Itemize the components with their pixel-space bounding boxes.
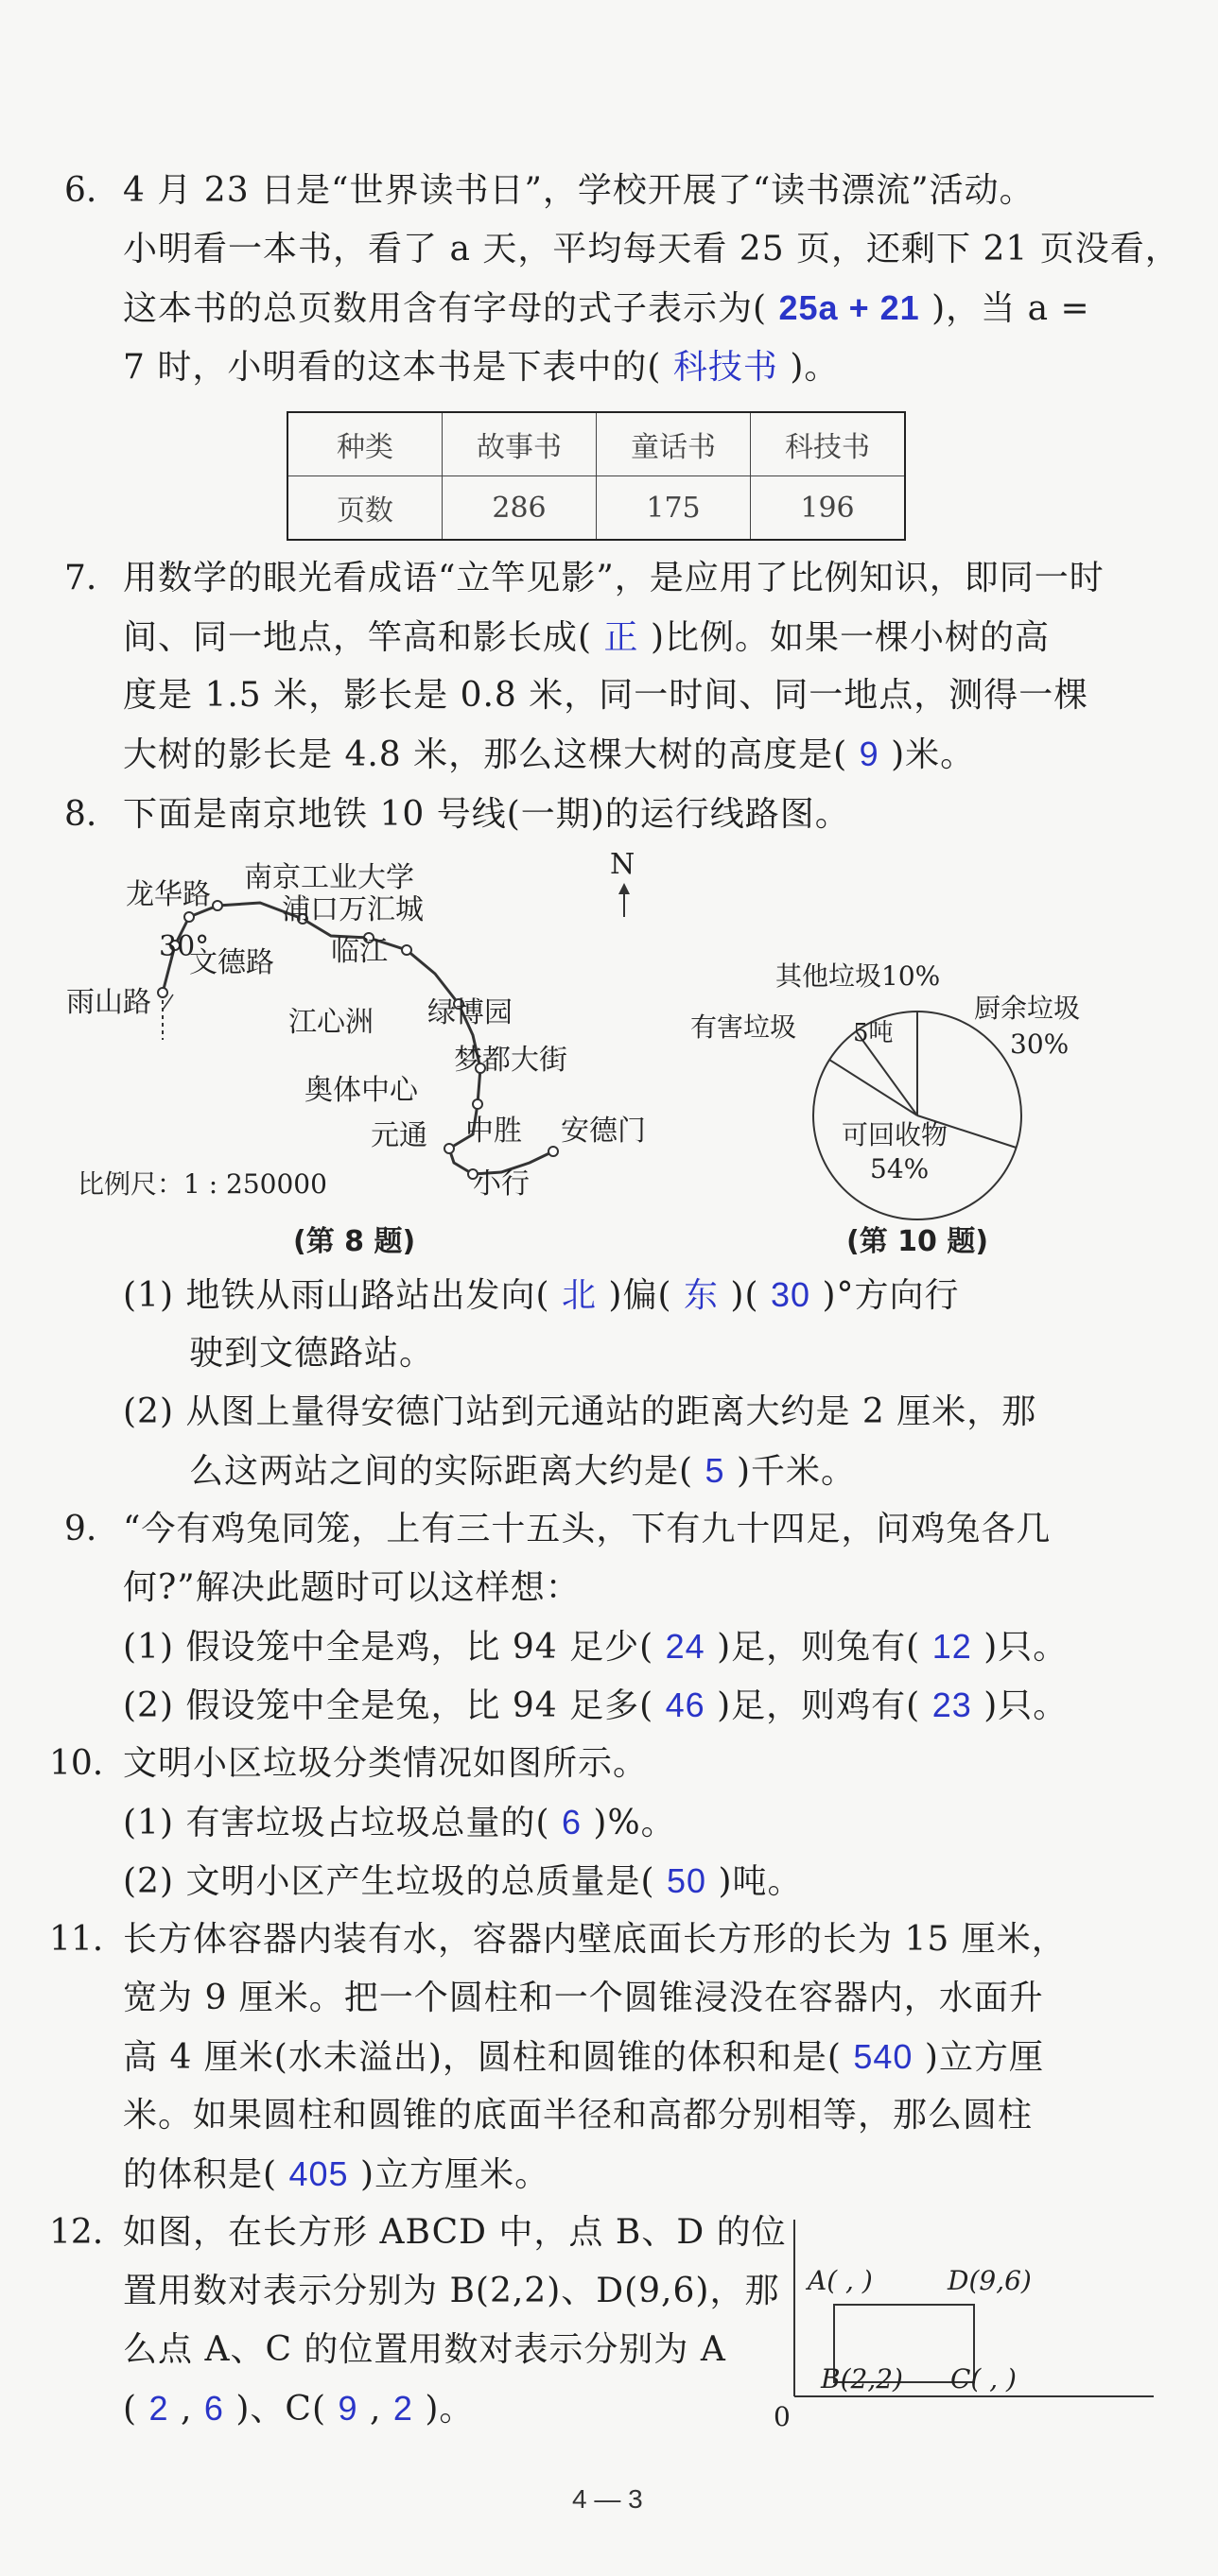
q9-line-1: “今有鸡兔同笼，上有三十五头，下有九十四足，问鸡兔各几 <box>123 1510 1052 1548</box>
q8-answer-2: 东 <box>683 1275 719 1314</box>
q10-answer-1: 6 <box>561 1803 582 1841</box>
q7-line-3: 度是 1.5 米，影长是 0.8 米，同一时间、同一地点，测得一棵 <box>123 676 1089 715</box>
angle-label: 30° <box>159 930 210 963</box>
q12-line-4 <box>123 2388 474 2430</box>
q12-line-4-open: ( <box>123 2390 138 2429</box>
q11-line-1: 长方体容器内装有水，容器内壁底面长方形的长为 15 厘米， <box>123 1920 1067 1959</box>
q6-line-3 <box>123 287 1090 330</box>
q9-number: 9. <box>64 1510 97 1548</box>
q8-answer-3: 30 <box>770 1275 811 1314</box>
point-b-label: B(2,2) <box>821 2363 903 2394</box>
q9-answer-3: 46 <box>665 1686 705 1724</box>
q7-line-4-text: 大树的影长是 4.8 米，那么这棵大树的高度是( <box>123 735 848 774</box>
q10-sub-1-tail: )%。 <box>593 1804 676 1842</box>
station-marker <box>402 945 411 955</box>
q7-line-2 <box>123 616 1050 659</box>
table-cell: 故事书 <box>443 412 597 476</box>
pie-slice-boundary <box>829 1060 917 1115</box>
q9-line-2: 何?”解决此题时可以这样想： <box>123 1568 581 1607</box>
q11-line-3 <box>123 2036 1044 2079</box>
pie-label-recycle: 可回收物 <box>842 1119 948 1150</box>
q12-line-4-tail: )。 <box>425 2390 475 2429</box>
book-table <box>287 411 906 541</box>
q8-sub-1-mid2: )( <box>730 1276 759 1315</box>
q9-sub-1-mid: )足，则兔有( <box>717 1628 921 1667</box>
q7-line-4-tail: )米。 <box>891 735 976 774</box>
table-cell: 种类 <box>287 412 443 476</box>
q6-line-3-tail: )，当 a = <box>931 289 1090 328</box>
waste-pie-chart <box>794 993 1040 1238</box>
station-label: 绿博园 <box>427 996 513 1029</box>
q11-line-5 <box>123 2153 549 2196</box>
station-label: 中胜 <box>465 1115 522 1148</box>
q12-line-1: 如图，在长方形 ABCD 中，点 B、D 的位 <box>123 2213 787 2252</box>
q12-answer-cy: 2 <box>392 2389 413 2428</box>
station-label: 小行 <box>473 1167 530 1201</box>
station-label: 南京工业大学 <box>244 861 414 894</box>
q6-line-4-tail: )。 <box>790 348 840 387</box>
q10-sub-1-text: (1) 有害垃圾占垃圾总量的( <box>123 1804 550 1842</box>
q10-sub-2-text: (2) 文明小区产生垃圾的总质量是( <box>123 1862 655 1901</box>
q11-line-4: 米。如果圆柱和圆锥的底面半径和高都分别相等，那么圆柱 <box>123 2096 1034 2135</box>
q9-sub-2-tail: )只。 <box>983 1686 1069 1725</box>
q8-answer-1: 北 <box>561 1275 597 1314</box>
q11-number: 11. <box>49 1920 104 1959</box>
station-marker <box>184 912 194 922</box>
q9-answer-4: 23 <box>931 1686 972 1724</box>
figure-10-caption: (第 10 题) <box>846 1225 989 1258</box>
q8-sub-2-text: 么这两站之间的实际距离大约是( <box>189 1452 694 1491</box>
q7-line-1: 用数学的眼光看成语“立竿见影”，是应用了比例知识，即同一时 <box>123 559 1105 597</box>
q8-answer-4: 5 <box>705 1451 725 1490</box>
q12-line-3: 么点 A、C 的位置用数对表示分别为 A <box>123 2330 726 2369</box>
q9-sub-2-text: (2) 假设笼中全是兔，比 94 足多( <box>123 1686 654 1725</box>
q10-answer-2: 50 <box>666 1861 706 1900</box>
q8-sub-1-cont: 驶到文德路站。 <box>189 1334 435 1373</box>
q9-answer-1: 24 <box>665 1627 705 1666</box>
origin-label: 0 <box>774 2401 791 2432</box>
pie-label-other: 其他垃圾10% <box>775 960 941 992</box>
table-cell: 科技书 <box>751 412 906 476</box>
q12-answer-cx: 9 <box>338 2389 358 2428</box>
north-arrow-icon <box>618 883 630 894</box>
q10-sub-2-tail: )吨。 <box>718 1862 803 1901</box>
q11-line-3-text: 高 4 厘米(水未溢出)，圆柱和圆锥的体积和是( <box>123 2038 842 2077</box>
q6-line-3-text: 这本书的总页数用含有字母的式子表示为( <box>123 289 768 328</box>
q12-line-4-comma2: , <box>369 2390 382 2429</box>
q8-line-1: 下面是南京地铁 10 号线(一期)的运行线路图。 <box>123 795 850 834</box>
table-cell: 页数 <box>287 476 443 541</box>
q9-sub-1-tail: )只。 <box>983 1628 1069 1667</box>
table-cell: 童话书 <box>597 412 751 476</box>
q12-line-4-mid: )、C( <box>235 2390 327 2429</box>
q12-answer-ax: 2 <box>148 2389 169 2428</box>
q11-line-5-text: 的体积是( <box>123 2155 278 2194</box>
q9-sub-2 <box>123 1685 1068 1727</box>
q12-number: 12. <box>49 2213 104 2252</box>
q7-number: 7. <box>64 559 97 597</box>
station-label: 文德路 <box>189 946 274 979</box>
pie-label-harmful-value: 5吨 <box>853 1019 894 1047</box>
q10-sub-1 <box>123 1802 676 1844</box>
pie-label-recycle-pct: 54% <box>870 1153 930 1184</box>
station-label: 临江 <box>331 935 388 968</box>
q6-line-2: 小明看一本书，看了 a 天，平均每天看 25 页，还剩下 21 页没看， <box>123 230 1180 268</box>
q6-line-4-text: 7 时，小明看的这本书是下表中的( <box>123 348 662 387</box>
q6-number: 6. <box>64 171 97 210</box>
table-cell: 175 <box>597 476 751 541</box>
q8-sub-2: (2) 从图上量得安德门站到元通站的距离大约是 2 厘米，那 <box>123 1392 1037 1431</box>
station-label: 雨山路 <box>66 986 151 1019</box>
q6-line-4 <box>123 346 839 389</box>
station-label: 元通 <box>371 1119 427 1152</box>
q11-answer-1: 540 <box>853 2037 914 2076</box>
pie-label-harmful: 有害垃圾 <box>690 1011 797 1043</box>
station-marker <box>158 988 167 997</box>
station-label: 奥体中心 <box>304 1074 418 1107</box>
q10-sub-2 <box>123 1860 802 1903</box>
q9-sub-1 <box>123 1626 1068 1668</box>
map-scale: 比例尺：1 : 250000 <box>78 1168 327 1200</box>
q6-answer-2: 科技书 <box>672 347 778 386</box>
q7-line-2-text: 间、同一地点，竿高和影长成( <box>123 618 593 657</box>
station-marker <box>548 1147 558 1156</box>
pie-label-kitchen-pct: 30% <box>1010 1029 1070 1060</box>
q9-answer-2: 12 <box>931 1627 972 1666</box>
pie-label-kitchen: 厨余垃圾 <box>974 993 1081 1024</box>
station-label: 江心洲 <box>288 1006 374 1039</box>
q12-line-2: 置用数对表示分别为 B(2,2)、D(9,6)，那 <box>123 2272 780 2310</box>
station-marker <box>473 1099 482 1109</box>
q8-sub-2-tail: )千米。 <box>736 1452 857 1491</box>
q7-answer-2: 9 <box>859 735 879 773</box>
station-label: 梦都大街 <box>454 1044 567 1077</box>
q6-line-1: 4 月 23 日是“世界读书日”，学校开展了“读书漂流”活动。 <box>123 171 1035 210</box>
q8-sub-2-cont <box>189 1450 856 1493</box>
station-label: 龙华路 <box>126 878 211 911</box>
table-header-row <box>287 412 905 476</box>
q11-line-5-tail: )立方厘米。 <box>360 2155 550 2194</box>
figure-8-caption: (第 8 题) <box>293 1225 416 1258</box>
q7-line-2-tail: )比例。如果一棵小树的高 <box>650 618 1051 657</box>
point-d-label: D(9,6) <box>948 2265 1032 2296</box>
station-marker <box>213 901 222 910</box>
q9-sub-1-text: (1) 假设笼中全是鸡，比 94 足少( <box>123 1628 654 1667</box>
q8-number: 8. <box>64 795 97 834</box>
north-label: N <box>610 848 635 881</box>
station-label: 安德门 <box>561 1115 646 1148</box>
q11-answer-2: 405 <box>288 2154 349 2193</box>
q11-line-3-tail: )立方厘 <box>924 2038 1044 2077</box>
q12-answer-ay: 6 <box>203 2389 224 2428</box>
table-cell: 196 <box>751 476 906 541</box>
table-row <box>287 476 905 541</box>
q10-line-1: 文明小区垃圾分类情况如图所示。 <box>123 1744 649 1783</box>
q9-sub-2-mid: )足，则鸡有( <box>717 1686 921 1725</box>
point-a-label: A( , ) <box>808 2265 873 2296</box>
q11-line-2: 宽为 9 厘米。把一个圆柱和一个圆锥浸没在容器内，水面升 <box>123 1979 1044 2017</box>
station-label: 浦口万汇城 <box>282 893 424 926</box>
table-cell: 286 <box>443 476 597 541</box>
q7-line-4 <box>123 734 975 776</box>
page-number: 4 — 3 <box>572 2484 643 2514</box>
q12-line-4-comma: , <box>180 2390 193 2429</box>
q7-answer-1: 正 <box>603 617 639 656</box>
station-marker <box>444 1144 454 1153</box>
q8-sub-1-mid: )偏( <box>608 1276 672 1315</box>
q8-sub-1-text: (1) 地铁从雨山路站出发向( <box>123 1276 550 1315</box>
q8-sub-1 <box>123 1274 960 1317</box>
q8-sub-1-tail: )°方向行 <box>822 1276 960 1315</box>
q6-answer-1: 25a + 21 <box>778 288 920 327</box>
q10-number: 10. <box>49 1744 104 1783</box>
point-c-label: C( , ) <box>950 2363 1017 2394</box>
